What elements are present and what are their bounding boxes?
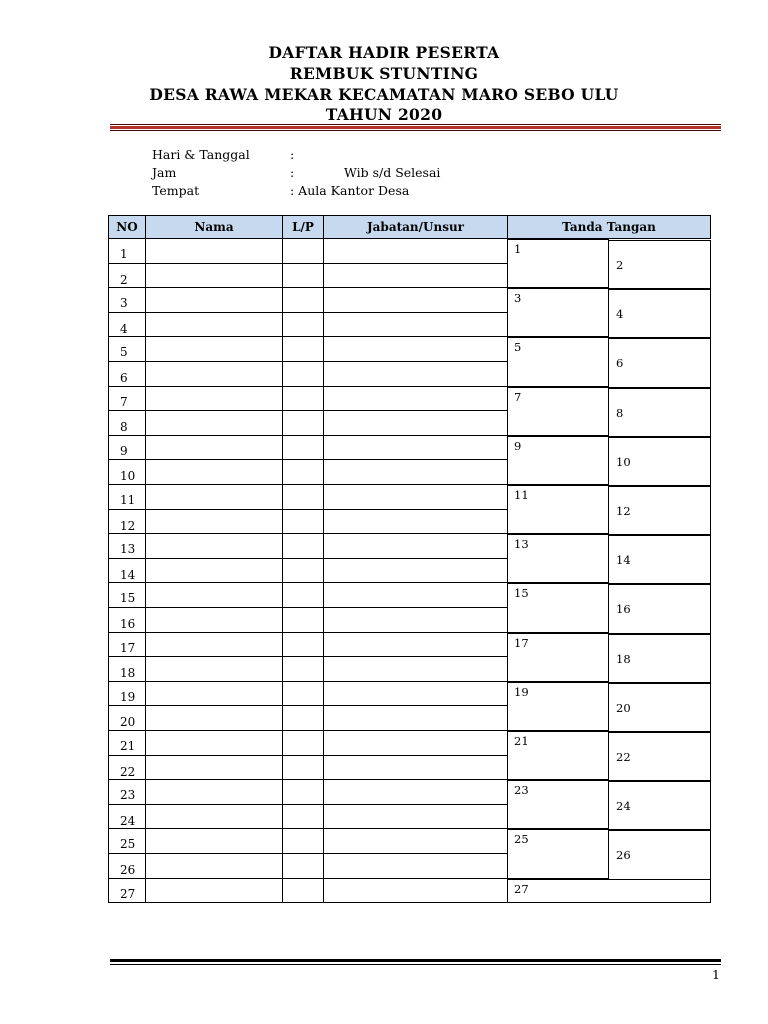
name-cell[interactable] <box>145 756 283 781</box>
row-number-cell <box>108 460 146 485</box>
signature-box-odd[interactable] <box>507 239 609 288</box>
row-number-cell <box>108 682 146 707</box>
footer-divider <box>110 959 721 965</box>
position-cell[interactable] <box>323 239 508 264</box>
row-number-cell <box>108 854 146 879</box>
signature-box-odd[interactable] <box>507 731 609 780</box>
time-label: Jam <box>152 165 177 180</box>
row-number-cell <box>108 805 146 830</box>
col-header-lp: L/P <box>282 215 324 239</box>
name-cell[interactable] <box>145 534 283 559</box>
row-number: 10 <box>120 469 136 484</box>
gender-cell[interactable] <box>282 485 324 510</box>
page-number: 1 <box>712 967 720 982</box>
gender-cell[interactable] <box>282 633 324 658</box>
signature-number: 1 <box>514 242 522 256</box>
name-cell[interactable] <box>145 829 283 854</box>
signature-box-even[interactable] <box>608 437 711 486</box>
signature-box-odd[interactable] <box>507 829 609 878</box>
gender-cell[interactable] <box>282 510 324 535</box>
position-cell[interactable] <box>323 460 508 485</box>
row-number: 4 <box>120 321 128 336</box>
attendance-table <box>108 215 711 903</box>
title-line-2: REMBUK STUNTING <box>289 64 479 83</box>
name-cell[interactable] <box>145 706 283 731</box>
signature-number: 13 <box>514 537 529 552</box>
position-cell[interactable] <box>323 583 508 608</box>
gender-cell[interactable] <box>282 879 324 904</box>
table-row <box>108 805 508 830</box>
table-row <box>108 337 508 362</box>
row-number-cell <box>108 510 146 535</box>
row-number: 15 <box>120 591 136 606</box>
row-number: 9 <box>120 443 128 458</box>
signature-number: 24 <box>616 799 631 814</box>
signature-number: 5 <box>514 340 522 355</box>
position-cell[interactable] <box>323 854 508 879</box>
gender-cell[interactable] <box>282 559 324 584</box>
row-number-cell <box>108 337 146 362</box>
gender-cell[interactable] <box>282 239 324 264</box>
signature-number: 6 <box>616 356 624 371</box>
table-row <box>108 411 508 436</box>
row-number-cell <box>108 633 146 658</box>
table-row <box>108 682 508 707</box>
table-row <box>108 534 508 559</box>
gender-cell[interactable] <box>282 436 324 461</box>
date-colon: : <box>290 147 295 162</box>
name-cell[interactable] <box>145 460 283 485</box>
time-colon: : <box>290 165 295 180</box>
name-cell[interactable] <box>145 387 283 412</box>
signature-box-odd[interactable] <box>507 337 609 386</box>
row-number: 6 <box>120 371 128 385</box>
row-number-cell <box>108 362 146 387</box>
row-number-cell <box>108 657 146 682</box>
signature-number: 26 <box>616 848 631 863</box>
table-row <box>108 657 508 682</box>
table-row <box>108 485 508 510</box>
title-line-1: DAFTAR HADIR PESERTA <box>268 43 500 62</box>
signature-number: 9 <box>514 438 522 453</box>
position-cell[interactable] <box>323 657 508 682</box>
position-cell[interactable] <box>323 288 508 313</box>
gender-cell[interactable] <box>282 731 324 756</box>
name-cell[interactable] <box>145 879 283 904</box>
name-cell[interactable] <box>145 288 283 313</box>
gender-cell[interactable] <box>282 337 324 362</box>
position-cell[interactable] <box>323 337 508 362</box>
name-cell[interactable] <box>145 854 283 879</box>
table-row <box>108 239 508 264</box>
position-cell[interactable] <box>323 436 508 461</box>
position-cell[interactable] <box>323 805 508 830</box>
row-number-cell <box>108 288 146 313</box>
col-header-no: NO <box>108 215 146 239</box>
row-number: 16 <box>120 617 136 631</box>
table-row <box>108 731 508 756</box>
gender-cell[interactable] <box>282 313 324 338</box>
gender-cell[interactable] <box>282 534 324 559</box>
position-cell[interactable] <box>323 559 508 584</box>
position-cell[interactable] <box>323 411 508 436</box>
row-number-cell <box>108 583 146 608</box>
signature-number: 19 <box>514 684 529 699</box>
position-cell[interactable] <box>323 608 508 633</box>
name-cell[interactable] <box>145 362 283 387</box>
gender-cell[interactable] <box>282 387 324 412</box>
table-row <box>108 706 508 731</box>
row-number: 14 <box>120 567 136 582</box>
gender-cell[interactable] <box>282 829 324 854</box>
row-number: 2 <box>120 272 128 287</box>
name-cell[interactable] <box>145 633 283 658</box>
name-cell[interactable] <box>145 731 283 756</box>
signature-number: 15 <box>514 586 529 601</box>
row-number-cell <box>108 756 146 781</box>
signature-box-odd[interactable] <box>507 436 609 485</box>
row-number-cell <box>108 239 146 264</box>
col-header-tanda-tangan: Tanda Tangan <box>507 215 711 239</box>
row-number-cell <box>108 264 146 289</box>
gender-cell[interactable] <box>282 264 324 289</box>
row-number-cell <box>108 485 146 510</box>
signature-box-odd[interactable] <box>507 780 609 829</box>
place-label: Tempat <box>152 183 200 198</box>
gender-cell[interactable] <box>282 608 324 633</box>
name-cell[interactable] <box>145 337 283 362</box>
row-number: 11 <box>120 493 136 507</box>
row-number: 7 <box>120 394 128 409</box>
row-number-cell <box>108 879 146 904</box>
gender-cell[interactable] <box>282 288 324 313</box>
signature-number: 22 <box>616 750 631 764</box>
row-number: 27 <box>120 886 136 901</box>
table-row <box>108 264 508 289</box>
name-cell[interactable] <box>145 313 283 338</box>
signature-box-even[interactable] <box>608 732 711 781</box>
position-cell[interactable] <box>323 780 508 805</box>
table-row <box>108 313 508 338</box>
signature-box-even[interactable] <box>608 584 711 633</box>
row-number-cell <box>108 731 146 756</box>
position-cell[interactable] <box>323 682 508 707</box>
position-cell[interactable] <box>323 387 508 412</box>
position-cell[interactable] <box>323 756 508 781</box>
row-number-cell <box>108 780 146 805</box>
signature-number: 23 <box>514 783 529 798</box>
name-cell[interactable] <box>145 559 283 584</box>
table-row <box>108 559 508 584</box>
name-cell[interactable] <box>145 510 283 535</box>
row-number-cell <box>108 313 146 338</box>
row-number: 1 <box>120 247 128 261</box>
signature-number: 12 <box>616 504 631 518</box>
row-number: 22 <box>120 764 136 779</box>
signature-box-even[interactable] <box>608 634 711 683</box>
row-number-cell <box>108 411 146 436</box>
position-cell[interactable] <box>323 362 508 387</box>
name-cell[interactable] <box>145 805 283 830</box>
gender-cell[interactable] <box>282 362 324 387</box>
table-row <box>108 362 508 387</box>
table-row <box>108 633 508 658</box>
signature-number: 7 <box>514 389 522 404</box>
table-row <box>108 608 508 633</box>
signature-number: 17 <box>514 635 529 650</box>
position-cell[interactable] <box>323 313 508 338</box>
signature-number: 8 <box>616 405 624 420</box>
signature-box-odd[interactable] <box>507 288 609 337</box>
gender-cell[interactable] <box>282 805 324 830</box>
table-row <box>108 436 508 461</box>
signature-box-even[interactable] <box>608 486 711 535</box>
signature-box-odd[interactable] <box>507 485 609 534</box>
position-cell[interactable] <box>323 534 508 559</box>
col-header-jabatan: Jabatan/Unsur <box>323 215 508 239</box>
row-number: 5 <box>120 345 128 360</box>
name-cell[interactable] <box>145 239 283 264</box>
signature-number: 14 <box>616 553 631 568</box>
gender-cell[interactable] <box>282 780 324 805</box>
signature-box-odd[interactable] <box>507 879 711 903</box>
signature-box-even[interactable] <box>608 388 711 437</box>
name-cell[interactable] <box>145 657 283 682</box>
position-cell[interactable] <box>323 264 508 289</box>
col-header-nama: Nama <box>145 215 283 239</box>
gender-cell[interactable] <box>282 583 324 608</box>
signature-number: 2 <box>616 258 624 272</box>
row-number-cell <box>108 829 146 854</box>
header-divider <box>110 124 721 131</box>
row-number-cell <box>108 534 146 559</box>
signature-box-even[interactable] <box>608 535 711 584</box>
title-line-3: DESA RAWA MEKAR KECAMATAN MARO SEBO ULU <box>149 85 619 104</box>
signature-number: 21 <box>514 734 529 748</box>
table-row <box>108 756 508 781</box>
row-number-cell <box>108 608 146 633</box>
gender-cell[interactable] <box>282 411 324 436</box>
gender-cell[interactable] <box>282 706 324 731</box>
gender-cell[interactable] <box>282 460 324 485</box>
name-cell[interactable] <box>145 411 283 436</box>
signature-number: 25 <box>514 832 529 847</box>
row-number: 3 <box>120 296 128 311</box>
signature-box-odd[interactable] <box>507 682 609 731</box>
row-number: 8 <box>120 420 128 435</box>
signature-box-odd[interactable] <box>507 387 609 436</box>
gender-cell[interactable] <box>282 854 324 879</box>
table-row <box>108 387 508 412</box>
signature-box-odd[interactable] <box>507 583 609 632</box>
table-row <box>108 829 508 854</box>
position-cell[interactable] <box>323 706 508 731</box>
table-row <box>108 583 508 608</box>
row-number: 17 <box>120 640 136 655</box>
signature-box-even[interactable] <box>608 289 711 338</box>
name-cell[interactable] <box>145 682 283 707</box>
row-number-cell <box>108 436 146 461</box>
name-cell[interactable] <box>145 608 283 633</box>
signature-number: 4 <box>616 307 624 322</box>
name-cell[interactable] <box>145 780 283 805</box>
row-number: 23 <box>120 788 136 803</box>
name-cell[interactable] <box>145 583 283 608</box>
signature-box-even[interactable] <box>608 830 711 879</box>
position-cell[interactable] <box>323 829 508 854</box>
row-number: 13 <box>120 542 136 557</box>
row-number: 26 <box>120 863 136 877</box>
position-cell[interactable] <box>323 633 508 658</box>
signature-number: 11 <box>514 488 529 502</box>
gender-cell[interactable] <box>282 756 324 781</box>
signature-box-odd[interactable] <box>507 633 609 682</box>
signature-box-even[interactable] <box>608 338 711 387</box>
row-number-cell <box>108 387 146 412</box>
signature-number: 20 <box>616 700 631 715</box>
table-row <box>108 879 508 904</box>
signature-number: 3 <box>514 291 522 306</box>
signature-box-odd[interactable] <box>507 534 609 583</box>
time-value: Wib s/d Selesai <box>344 165 441 180</box>
title-line-4: TAHUN 2020 <box>325 105 443 124</box>
table-row <box>108 510 508 535</box>
signature-number: 27 <box>514 881 529 896</box>
gender-cell[interactable] <box>282 657 324 682</box>
position-cell[interactable] <box>323 731 508 756</box>
gender-cell[interactable] <box>282 682 324 707</box>
table-row <box>108 854 508 879</box>
date-label: Hari & Tanggal <box>152 147 250 162</box>
row-number: 18 <box>120 666 136 681</box>
row-number: 19 <box>120 689 136 704</box>
row-number-cell <box>108 706 146 731</box>
name-cell[interactable] <box>145 436 283 461</box>
row-number: 21 <box>120 739 136 753</box>
signature-box-even[interactable] <box>608 781 711 830</box>
table-row <box>108 460 508 485</box>
name-cell[interactable] <box>145 264 283 289</box>
signature-number: 10 <box>616 454 631 469</box>
signature-number: 18 <box>616 651 631 666</box>
row-number: 25 <box>120 837 136 852</box>
position-cell[interactable] <box>323 485 508 510</box>
position-cell[interactable] <box>323 879 508 904</box>
place-value: : Aula Kantor Desa <box>290 183 410 198</box>
table-row <box>108 780 508 805</box>
row-number: 24 <box>120 813 136 828</box>
row-number-cell <box>108 559 146 584</box>
row-number: 20 <box>120 715 136 730</box>
signature-box-even[interactable] <box>608 240 711 289</box>
row-number: 12 <box>120 518 136 533</box>
signature-number: 16 <box>616 602 631 617</box>
position-cell[interactable] <box>323 510 508 535</box>
name-cell[interactable] <box>145 485 283 510</box>
signature-box-even[interactable] <box>608 683 711 732</box>
table-row <box>108 288 508 313</box>
